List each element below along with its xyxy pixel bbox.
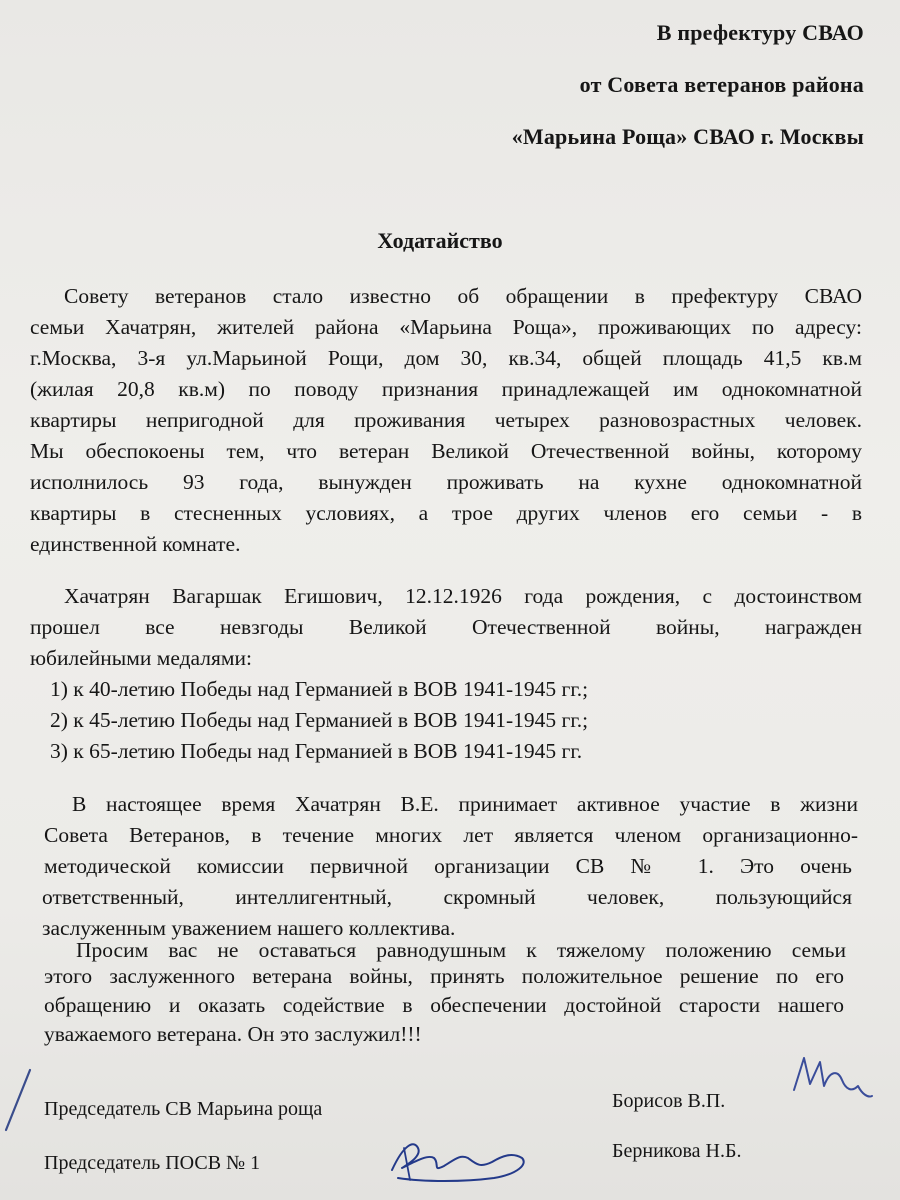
sender-district-line: «Марьина Роща» СВАО г. Москвы <box>511 124 864 149</box>
signer-name-1: Борисов В.П. <box>612 1090 726 1112</box>
signer-role-2: Председатель ПОСВ № 1 <box>44 1152 261 1174</box>
p3-line: заслуженным уважением нашего коллектива. <box>42 916 456 940</box>
p1-line: единственной комнате. <box>30 532 241 556</box>
p4-line: уважаемого ветерана. Он это заслужил!!! <box>44 1022 422 1046</box>
signer-name-2: Берникова Н.Б. <box>612 1140 742 1162</box>
p1-line: Совету ветеранов стало известно об обращении в префектуру СВАО <box>64 284 862 308</box>
p1-line: квартиры непригодной для проживания четырех разновозрастных человек. <box>30 408 862 432</box>
addressee-line: В префектуру СВАО <box>656 20 864 45</box>
p1-line: семьи Хачатрян, жителей района «Марьина Роща», проживающих по адресу: <box>30 315 862 339</box>
p1-line: Мы обеспокоены тем, что ветеран Великой Отечественной войны, которому <box>30 439 862 463</box>
medal-item: 3) к 65-летию Победы над Германией в ВОВ 1941-1945 гг. <box>50 739 583 763</box>
p2-line: прошел все невзгоды Великой Отечественной войны, награжден <box>30 615 862 639</box>
medal-item: 1) к 40-летию Победы над Германией в ВОВ 1941-1945 гг.; <box>50 677 589 701</box>
signature-bernikova <box>384 1134 534 1194</box>
p2-line: юбилейными медалями: <box>30 646 252 670</box>
p1-line: исполнилось 93 года, вынужден проживать на кухне однокомнатной <box>30 470 862 494</box>
p1-line: квартиры в стесненных условиях, а трое других членов его семьи - в <box>30 501 862 525</box>
p3-line: Совета Ветеранов, в течение многих лет является членом организационно- <box>44 823 858 847</box>
p3-line: ответственный, интеллигентный, скромный человек, пользующийся <box>42 885 852 909</box>
p2-line: Хачатрян Вагаршак Егишович, 12.12.1926 года рождения, с достоинством <box>64 584 862 608</box>
p4-line: этого заслуженного ветерана войны, принять положительное решение по его <box>44 964 844 988</box>
document-title: Ходатайство <box>377 228 503 253</box>
medal-item: 2) к 45-летию Победы над Германией в ВОВ 1941-1945 гг.; <box>50 708 589 732</box>
p4-line: Просим вас не оставаться равнодушным к тяжелому положению семьи <box>76 938 846 962</box>
margin-pen-stroke <box>0 1060 40 1140</box>
sender-line: от Совета ветеранов района <box>579 72 864 97</box>
signer-role-1: Председатель СВ Марьина роща <box>44 1098 323 1120</box>
p3-line: В настоящее время Хачатрян В.Е. принимает активное участие в жизни <box>72 792 858 816</box>
p1-line: (жилая 20,8 кв.м) по поводу признания принадлежащей им однокомнатной <box>30 377 862 401</box>
signature-borisov <box>786 1050 876 1110</box>
p4-line: обращению и оказать содействие в обеспечении достойной старости нашего <box>44 993 844 1017</box>
p1-line: г.Москва, 3-я ул.Марьиной Рощи, дом 30, кв.34, общей площадь 41,5 кв.м <box>30 346 862 370</box>
p3-line: методической комиссии первичной организации СВ № 1. Это очень <box>44 854 852 878</box>
